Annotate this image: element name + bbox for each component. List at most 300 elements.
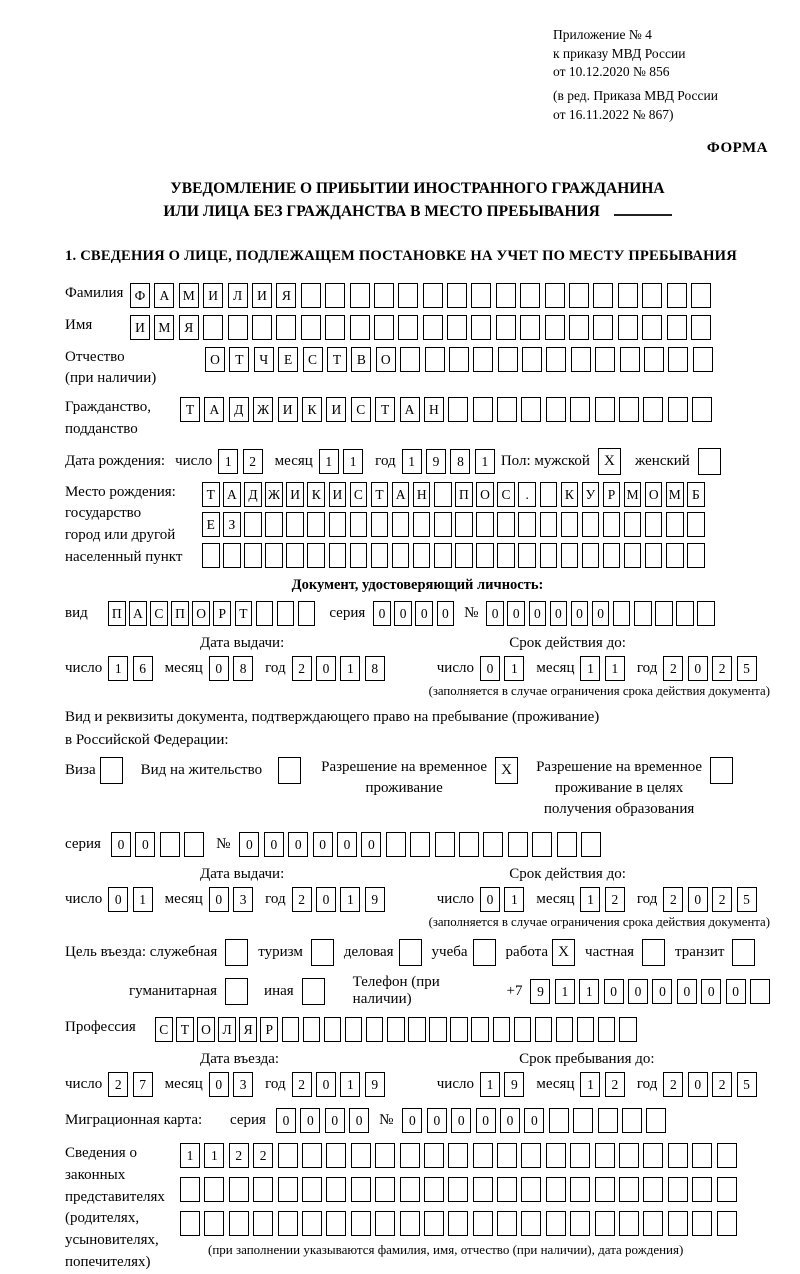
char-cell[interactable]: 0 (571, 601, 589, 626)
stay-issue-month[interactable] (209, 887, 253, 912)
char-cell[interactable] (540, 512, 558, 537)
char-cell[interactable] (301, 283, 321, 308)
char-cell[interactable] (253, 1177, 273, 1202)
char-cell[interactable]: 0 (313, 832, 333, 857)
char-cell[interactable] (645, 543, 663, 568)
char-cell[interactable] (473, 347, 493, 372)
char-cell[interactable]: Л (228, 283, 248, 308)
char-cell[interactable] (303, 1017, 321, 1042)
char-cell[interactable] (473, 1211, 493, 1236)
char-cell[interactable] (620, 347, 640, 372)
char-cell[interactable]: И (278, 397, 298, 422)
char-cell[interactable] (324, 1017, 342, 1042)
char-cell[interactable] (643, 1177, 663, 1202)
char-cell[interactable]: 0 (288, 832, 308, 857)
char-cell[interactable] (546, 1143, 566, 1168)
char-cell[interactable] (160, 832, 180, 857)
char-cell[interactable] (350, 543, 368, 568)
char-cell[interactable] (561, 512, 579, 537)
char-cell[interactable]: О (197, 1017, 215, 1042)
char-cell[interactable] (434, 543, 452, 568)
char-cell[interactable] (521, 1143, 541, 1168)
char-cell[interactable] (204, 1211, 224, 1236)
char-cell[interactable]: 0 (394, 601, 412, 626)
phone-input[interactable] (530, 979, 770, 1004)
purpose-business-checkbox[interactable] (399, 939, 422, 966)
char-cell[interactable]: 0 (325, 1108, 345, 1133)
char-cell[interactable] (371, 512, 389, 537)
char-cell[interactable] (570, 1143, 590, 1168)
char-cell[interactable]: Т (375, 397, 395, 422)
char-cell[interactable]: 0 (427, 1108, 447, 1133)
char-cell[interactable]: 0 (604, 979, 624, 1004)
char-cell[interactable]: 0 (349, 1108, 369, 1133)
char-cell[interactable] (643, 397, 663, 422)
char-cell[interactable] (570, 1211, 590, 1236)
char-cell[interactable]: Т (176, 1017, 194, 1042)
char-cell[interactable] (496, 283, 516, 308)
char-cell[interactable]: Д (244, 482, 262, 507)
char-cell[interactable] (666, 543, 684, 568)
char-cell[interactable]: П (108, 601, 126, 626)
char-cell[interactable]: Т (180, 397, 200, 422)
char-cell[interactable]: 2 (712, 1072, 732, 1097)
char-cell[interactable] (692, 1211, 712, 1236)
char-cell[interactable]: 8 (450, 449, 470, 474)
char-cell[interactable]: 0 (209, 1072, 229, 1097)
char-cell[interactable]: С (497, 482, 515, 507)
id-number-input[interactable] (486, 601, 714, 626)
char-cell[interactable] (518, 512, 536, 537)
char-cell[interactable] (692, 1177, 712, 1202)
char-cell[interactable] (400, 1177, 420, 1202)
purpose-private-checkbox[interactable] (642, 939, 665, 966)
birth-day-input[interactable] (218, 449, 262, 474)
purpose-humanitarian-checkbox[interactable] (225, 978, 248, 1005)
char-cell[interactable] (204, 1177, 224, 1202)
char-cell[interactable] (668, 1143, 688, 1168)
char-cell[interactable] (473, 397, 493, 422)
char-cell[interactable]: 0 (688, 1072, 708, 1097)
char-cell[interactable] (514, 1017, 532, 1042)
char-cell[interactable]: 0 (111, 832, 131, 857)
id-kind-input[interactable] (108, 601, 315, 626)
char-cell[interactable] (371, 543, 389, 568)
char-cell[interactable] (375, 1143, 395, 1168)
char-cell[interactable] (634, 601, 652, 626)
char-cell[interactable]: Т (235, 601, 253, 626)
char-cell[interactable] (435, 832, 455, 857)
char-cell[interactable] (203, 315, 223, 340)
char-cell[interactable] (265, 512, 283, 537)
char-cell[interactable]: 2 (712, 887, 732, 912)
char-cell[interactable] (522, 347, 542, 372)
char-cell[interactable] (298, 601, 316, 626)
char-cell[interactable]: Ч (254, 347, 274, 372)
char-cell[interactable]: К (561, 482, 579, 507)
birth-year-input[interactable] (402, 449, 495, 474)
id-issue-year[interactable] (292, 656, 385, 681)
char-cell[interactable]: 9 (530, 979, 550, 1004)
char-cell[interactable] (345, 1017, 363, 1042)
char-cell[interactable] (447, 283, 467, 308)
char-cell[interactable]: Д (229, 397, 249, 422)
purpose-tourism-checkbox[interactable] (311, 939, 334, 966)
char-cell[interactable] (546, 347, 566, 372)
char-cell[interactable] (540, 482, 558, 507)
id-valid-year[interactable] (663, 656, 756, 681)
char-cell[interactable]: 0 (592, 601, 610, 626)
char-cell[interactable] (643, 1211, 663, 1236)
char-cell[interactable]: 7 (133, 1072, 153, 1097)
char-cell[interactable] (619, 1017, 637, 1042)
char-cell[interactable] (668, 1177, 688, 1202)
char-cell[interactable] (569, 283, 589, 308)
char-cell[interactable] (668, 1211, 688, 1236)
char-cell[interactable]: О (192, 601, 210, 626)
char-cell[interactable] (387, 1017, 405, 1042)
char-cell[interactable] (593, 283, 613, 308)
surname-input[interactable] (130, 283, 711, 308)
char-cell[interactable] (619, 1177, 639, 1202)
stay-until-month[interactable] (580, 1072, 624, 1097)
char-cell[interactable] (619, 1211, 639, 1236)
char-cell[interactable] (595, 1143, 615, 1168)
char-cell[interactable]: И (252, 283, 272, 308)
char-cell[interactable] (455, 543, 473, 568)
visa-checkbox[interactable] (100, 757, 123, 784)
char-cell[interactable]: 0 (337, 832, 357, 857)
char-cell[interactable] (667, 315, 687, 340)
purpose-other-checkbox[interactable] (302, 978, 325, 1005)
char-cell[interactable]: 2 (292, 1072, 312, 1097)
char-cell[interactable] (286, 543, 304, 568)
char-cell[interactable] (676, 601, 694, 626)
char-cell[interactable] (350, 315, 370, 340)
char-cell[interactable]: 0 (316, 1072, 336, 1097)
char-cell[interactable] (351, 1143, 371, 1168)
char-cell[interactable] (374, 283, 394, 308)
char-cell[interactable]: А (392, 482, 410, 507)
char-cell[interactable]: 1 (580, 887, 600, 912)
char-cell[interactable] (646, 1108, 666, 1133)
stay-issue-day[interactable] (108, 887, 152, 912)
char-cell[interactable] (244, 543, 262, 568)
char-cell[interactable] (571, 347, 591, 372)
char-cell[interactable]: 1 (180, 1143, 200, 1168)
char-cell[interactable] (518, 543, 536, 568)
char-cell[interactable]: М (624, 482, 642, 507)
char-cell[interactable]: 9 (365, 887, 385, 912)
char-cell[interactable]: 1 (605, 656, 625, 681)
char-cell[interactable]: 0 (373, 601, 391, 626)
char-cell[interactable]: 0 (209, 887, 229, 912)
char-cell[interactable] (223, 543, 241, 568)
char-cell[interactable] (521, 397, 541, 422)
char-cell[interactable]: К (302, 397, 322, 422)
stay-valid-day[interactable] (480, 887, 524, 912)
stay-until-day[interactable] (480, 1072, 524, 1097)
char-cell[interactable] (256, 601, 274, 626)
char-cell[interactable]: 8 (233, 656, 253, 681)
char-cell[interactable] (573, 1108, 593, 1133)
char-cell[interactable] (642, 283, 662, 308)
char-cell[interactable] (603, 512, 621, 537)
char-cell[interactable] (520, 315, 540, 340)
char-cell[interactable]: И (326, 397, 346, 422)
char-cell[interactable] (697, 601, 715, 626)
char-cell[interactable]: 1 (475, 449, 495, 474)
char-cell[interactable] (326, 1177, 346, 1202)
char-cell[interactable] (180, 1211, 200, 1236)
stay-valid-month[interactable] (580, 887, 624, 912)
char-cell[interactable]: П (455, 482, 473, 507)
char-cell[interactable] (302, 1177, 322, 1202)
entry-month[interactable] (209, 1072, 253, 1097)
char-cell[interactable]: О (476, 482, 494, 507)
char-cell[interactable]: 1 (480, 1072, 500, 1097)
char-cell[interactable]: О (645, 482, 663, 507)
char-cell[interactable]: А (129, 601, 147, 626)
gender-male-checkbox[interactable]: X (598, 448, 621, 475)
char-cell[interactable] (202, 543, 220, 568)
char-cell[interactable]: 0 (239, 832, 259, 857)
char-cell[interactable]: 0 (361, 832, 381, 857)
char-cell[interactable] (693, 347, 713, 372)
char-cell[interactable] (398, 283, 418, 308)
char-cell[interactable] (429, 1017, 447, 1042)
char-cell[interactable] (278, 1143, 298, 1168)
char-cell[interactable] (497, 543, 515, 568)
char-cell[interactable]: 2 (292, 887, 312, 912)
char-cell[interactable] (546, 397, 566, 422)
char-cell[interactable]: 0 (688, 887, 708, 912)
char-cell[interactable] (692, 1143, 712, 1168)
char-cell[interactable] (593, 315, 613, 340)
char-cell[interactable]: Н (413, 482, 431, 507)
char-cell[interactable] (471, 283, 491, 308)
purpose-official-checkbox[interactable] (225, 939, 248, 966)
char-cell[interactable]: 1 (402, 449, 422, 474)
char-cell[interactable] (618, 315, 638, 340)
id-valid-day[interactable] (480, 656, 524, 681)
char-cell[interactable] (603, 543, 621, 568)
char-cell[interactable] (497, 1211, 517, 1236)
char-cell[interactable] (471, 315, 491, 340)
char-cell[interactable] (613, 601, 631, 626)
char-cell[interactable] (532, 832, 552, 857)
citizenship-input[interactable] (180, 397, 712, 422)
char-cell[interactable]: 2 (712, 656, 732, 681)
char-cell[interactable] (619, 1143, 639, 1168)
char-cell[interactable] (622, 1108, 642, 1133)
stay-until-year[interactable] (663, 1072, 756, 1097)
char-cell[interactable]: Е (278, 347, 298, 372)
char-cell[interactable] (595, 1177, 615, 1202)
birth-month-input[interactable] (319, 449, 363, 474)
char-cell[interactable]: С (303, 347, 323, 372)
char-cell[interactable] (582, 543, 600, 568)
char-cell[interactable] (375, 1211, 395, 1236)
char-cell[interactable] (595, 1211, 615, 1236)
char-cell[interactable] (325, 315, 345, 340)
char-cell[interactable] (687, 543, 705, 568)
char-cell[interactable]: З (223, 512, 241, 537)
char-cell[interactable] (413, 543, 431, 568)
char-cell[interactable] (447, 315, 467, 340)
char-cell[interactable] (423, 283, 443, 308)
char-cell[interactable] (374, 315, 394, 340)
char-cell[interactable] (668, 347, 688, 372)
char-cell[interactable] (498, 347, 518, 372)
patronymic-input[interactable] (205, 347, 713, 372)
char-cell[interactable] (351, 1211, 371, 1236)
char-cell[interactable] (423, 315, 443, 340)
char-cell[interactable]: И (286, 482, 304, 507)
char-cell[interactable]: П (171, 601, 189, 626)
temp-residence-checkbox[interactable]: X (495, 757, 518, 784)
char-cell[interactable]: 0 (316, 656, 336, 681)
birth-place-input-1[interactable] (202, 482, 705, 507)
char-cell[interactable]: 0 (701, 979, 721, 1004)
char-cell[interactable] (643, 1143, 663, 1168)
char-cell[interactable] (302, 1143, 322, 1168)
representatives-input-1[interactable] (180, 1143, 737, 1168)
char-cell[interactable]: 1 (319, 449, 339, 474)
char-cell[interactable]: 6 (133, 656, 153, 681)
id-issue-day[interactable] (108, 656, 152, 681)
char-cell[interactable]: 2 (243, 449, 263, 474)
char-cell[interactable] (549, 1108, 569, 1133)
char-cell[interactable]: 0 (524, 1108, 544, 1133)
char-cell[interactable]: . (518, 482, 536, 507)
char-cell[interactable]: 0 (500, 1108, 520, 1133)
char-cell[interactable]: 1 (555, 979, 575, 1004)
char-cell[interactable] (570, 1177, 590, 1202)
given-name-input[interactable] (130, 315, 711, 340)
char-cell[interactable] (350, 283, 370, 308)
char-cell[interactable] (569, 315, 589, 340)
char-cell[interactable] (448, 397, 468, 422)
char-cell[interactable]: Т (229, 347, 249, 372)
char-cell[interactable] (459, 832, 479, 857)
char-cell[interactable]: 1 (133, 887, 153, 912)
char-cell[interactable]: Т (371, 482, 389, 507)
char-cell[interactable] (265, 543, 283, 568)
char-cell[interactable] (545, 283, 565, 308)
char-cell[interactable] (448, 1211, 468, 1236)
char-cell[interactable] (424, 1211, 444, 1236)
entry-year[interactable] (292, 1072, 385, 1097)
char-cell[interactable] (400, 1211, 420, 1236)
char-cell[interactable]: 0 (135, 832, 155, 857)
char-cell[interactable]: Н (424, 397, 444, 422)
char-cell[interactable]: 1 (579, 979, 599, 1004)
char-cell[interactable] (483, 832, 503, 857)
char-cell[interactable]: 0 (688, 656, 708, 681)
char-cell[interactable] (473, 1143, 493, 1168)
char-cell[interactable] (329, 512, 347, 537)
char-cell[interactable]: Е (202, 512, 220, 537)
char-cell[interactable] (301, 315, 321, 340)
char-cell[interactable] (228, 315, 248, 340)
char-cell[interactable]: 0 (529, 601, 547, 626)
char-cell[interactable] (448, 1143, 468, 1168)
id-issue-month[interactable] (209, 656, 253, 681)
char-cell[interactable] (434, 512, 452, 537)
stay-issue-year[interactable] (292, 887, 385, 912)
char-cell[interactable] (570, 397, 590, 422)
char-cell[interactable]: 1 (504, 887, 524, 912)
char-cell[interactable] (717, 1211, 737, 1236)
char-cell[interactable]: М (154, 315, 174, 340)
char-cell[interactable]: 2 (663, 887, 683, 912)
char-cell[interactable]: 0 (480, 887, 500, 912)
char-cell[interactable] (229, 1177, 249, 1202)
char-cell[interactable] (252, 315, 272, 340)
char-cell[interactable] (717, 1177, 737, 1202)
char-cell[interactable] (392, 512, 410, 537)
char-cell[interactable] (424, 1177, 444, 1202)
char-cell[interactable] (449, 347, 469, 372)
char-cell[interactable]: 1 (504, 656, 524, 681)
char-cell[interactable]: 3 (233, 887, 253, 912)
char-cell[interactable] (277, 601, 295, 626)
char-cell[interactable] (618, 283, 638, 308)
char-cell[interactable] (521, 1177, 541, 1202)
char-cell[interactable] (410, 832, 430, 857)
char-cell[interactable] (473, 1177, 493, 1202)
char-cell[interactable] (286, 512, 304, 537)
char-cell[interactable] (546, 1211, 566, 1236)
char-cell[interactable]: Я (239, 1017, 257, 1042)
char-cell[interactable]: 9 (426, 449, 446, 474)
char-cell[interactable]: Ж (253, 397, 273, 422)
char-cell[interactable]: Р (603, 482, 621, 507)
char-cell[interactable] (598, 1017, 616, 1042)
char-cell[interactable]: 0 (486, 601, 504, 626)
char-cell[interactable] (329, 543, 347, 568)
char-cell[interactable]: Я (276, 283, 296, 308)
char-cell[interactable] (581, 832, 601, 857)
profession-input[interactable] (155, 1017, 637, 1042)
id-valid-month[interactable] (580, 656, 624, 681)
char-cell[interactable] (497, 1143, 517, 1168)
char-cell[interactable] (655, 601, 673, 626)
char-cell[interactable]: 1 (108, 656, 128, 681)
char-cell[interactable] (497, 512, 515, 537)
char-cell[interactable] (546, 1177, 566, 1202)
char-cell[interactable] (325, 283, 345, 308)
char-cell[interactable] (619, 397, 639, 422)
char-cell[interactable]: 1 (343, 449, 363, 474)
char-cell[interactable] (521, 1211, 541, 1236)
char-cell[interactable] (276, 315, 296, 340)
mc-series-input[interactable] (276, 1108, 369, 1133)
char-cell[interactable] (508, 832, 528, 857)
char-cell[interactable] (229, 1211, 249, 1236)
char-cell[interactable] (307, 512, 325, 537)
char-cell[interactable] (545, 315, 565, 340)
char-cell[interactable] (307, 543, 325, 568)
char-cell[interactable] (398, 315, 418, 340)
char-cell[interactable]: В (351, 347, 371, 372)
char-cell[interactable]: 9 (365, 1072, 385, 1097)
char-cell[interactable]: 0 (264, 832, 284, 857)
char-cell[interactable] (408, 1017, 426, 1042)
char-cell[interactable] (350, 512, 368, 537)
char-cell[interactable]: А (223, 482, 241, 507)
